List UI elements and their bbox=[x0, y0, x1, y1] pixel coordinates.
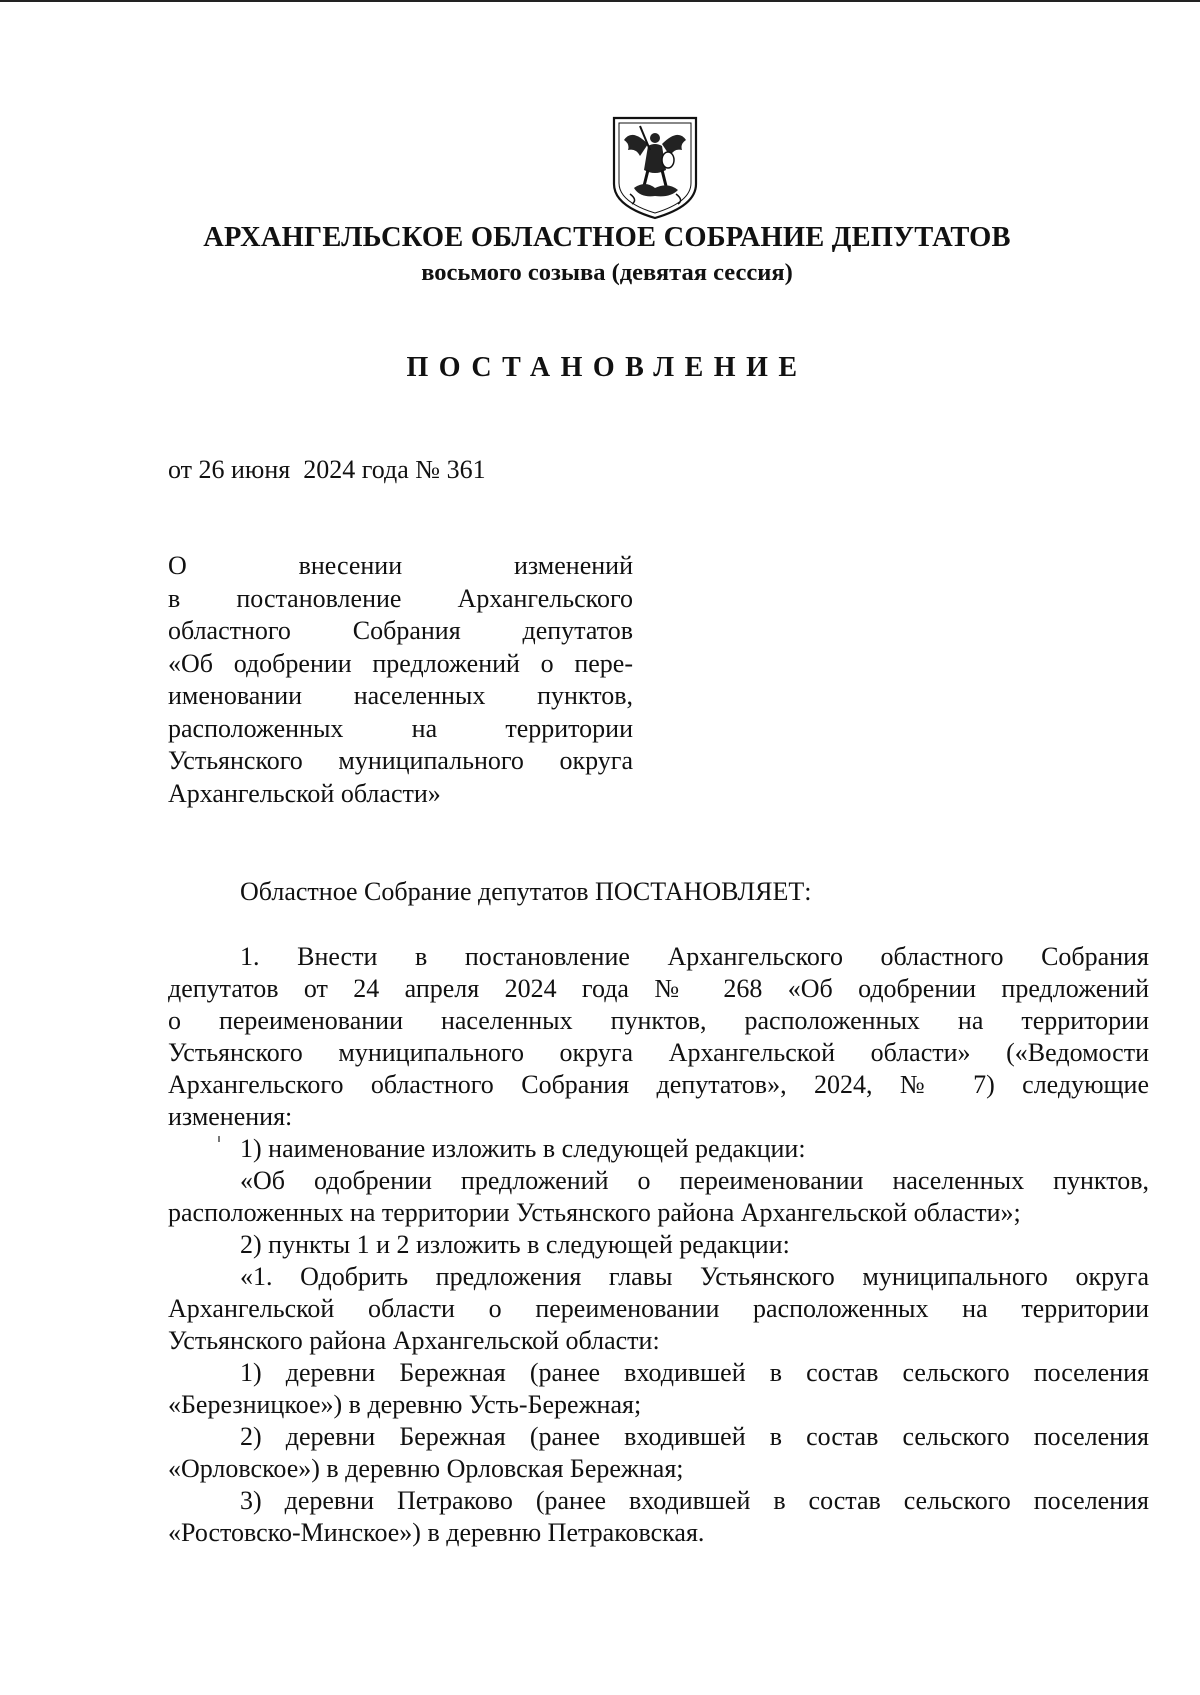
body-line: 2) пункты 1 и 2 изложить в следующей редакции: bbox=[240, 1230, 790, 1259]
body-line: «Березницкое») в деревню Усть-Бережная; bbox=[168, 1390, 642, 1419]
organization-title: АРХАНГЕЛЬСКОЕ ОБЛАСТНОЕ СОБРАНИЕ ДЕПУТАТОВ bbox=[203, 222, 1011, 253]
subject-line: именовании населенных пунктов, bbox=[168, 681, 633, 710]
body-line: Устьянского муниципального округа Архангельской области» («Ведомости bbox=[168, 1038, 1149, 1067]
scan-artifact-mark bbox=[218, 1136, 220, 1142]
body-line: «Орловское») в деревню Орловская Бережная; bbox=[168, 1454, 684, 1483]
subject-line: расположенных на территории bbox=[168, 713, 633, 743]
body-line: «1. Одобрить предложения главы Устьянского муниципального округа bbox=[240, 1262, 1149, 1291]
archangel-coat-of-arms-icon bbox=[610, 114, 700, 220]
subject-line: О внесении изменений bbox=[168, 551, 633, 580]
resolution-body bbox=[168, 941, 1149, 1549]
document-subject bbox=[168, 550, 633, 810]
subject-line: Архангельской области» bbox=[168, 778, 441, 808]
body-line: о переименовании населенных пунктов, расположенных на территории bbox=[168, 1006, 1149, 1035]
document-type-heading: ПОСТАНОВЛЕНИЕ bbox=[406, 352, 808, 383]
subject-line: областного Собрания депутатов bbox=[168, 616, 633, 645]
body-line: 3) деревни Петраково (ранее входившей в состав сельского поселения bbox=[240, 1486, 1149, 1515]
body-line: Архангельского областного Собрания депутатов», 2024, № 7) следующие bbox=[168, 1070, 1149, 1099]
body-line: «Ростовско-Минское») в деревню Петраковская. bbox=[168, 1518, 705, 1547]
body-line: Устьянского района Архангельской области: bbox=[168, 1326, 660, 1355]
document-date-number: от 26 июня 2024 года № 361 bbox=[168, 455, 486, 484]
organization-subtitle: восьмого созыва (девятая сессия) bbox=[421, 259, 793, 286]
body-line: расположенных на территории Устьянского района Архангельской области»; bbox=[168, 1198, 1021, 1227]
scan-top-edge bbox=[0, 0, 1200, 2]
body-line: Архангельской области о переименовании расположенных на территории bbox=[168, 1294, 1149, 1323]
resolution-preamble: Областное Собрание депутатов ПОСТАНОВЛЯЕТ: bbox=[240, 877, 812, 906]
body-line: «Об одобрении предложений о переименовании населенных пунктов, bbox=[240, 1166, 1149, 1195]
body-line: депутатов от 24 апреля 2024 года № 268 «Об одобрении предложений bbox=[168, 974, 1149, 1003]
body-line: 1) деревни Бережная (ранее входившей в состав сельского поселения bbox=[240, 1358, 1149, 1387]
subject-line: Устьянского муниципального округа bbox=[168, 746, 633, 775]
subject-line: «Об одобрении предложений о пере- bbox=[168, 648, 633, 678]
body-line: 1) наименование изложить в следующей редакции: bbox=[240, 1134, 806, 1163]
body-line: 2) деревни Бережная (ранее входившей в состав сельского поселения bbox=[240, 1422, 1149, 1451]
body-line: изменения: bbox=[168, 1102, 293, 1131]
subject-line: в постановление Архангельского bbox=[168, 583, 633, 613]
body-line: 1. Внести в постановление Архангельского областного Собрания bbox=[240, 942, 1149, 971]
